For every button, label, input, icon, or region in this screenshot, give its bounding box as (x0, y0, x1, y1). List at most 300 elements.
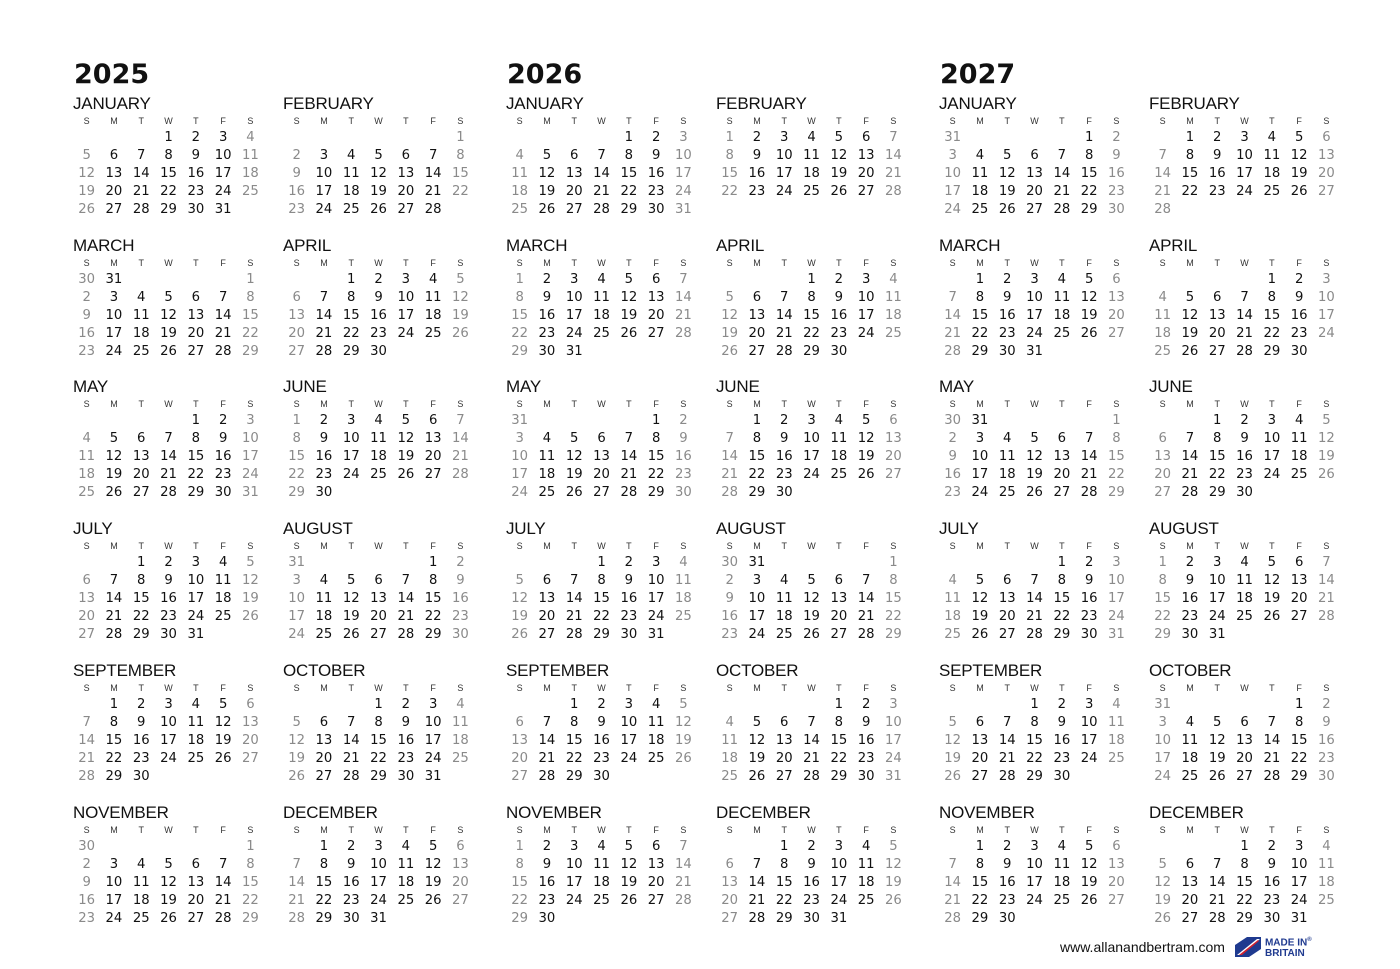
day-cell: 20 (748, 325, 766, 341)
day-cell: 22 (288, 466, 306, 482)
day-cell: 21 (424, 183, 442, 199)
day-cell: 25 (998, 484, 1016, 500)
weekday-header: F (863, 258, 869, 268)
weekday-header: T (626, 683, 632, 693)
day-cell: 17 (105, 892, 123, 908)
day-cell: 5 (948, 714, 957, 730)
day-cell: 31 (1290, 910, 1308, 926)
weekday-header: M (110, 116, 118, 126)
day-cell: 7 (347, 714, 356, 730)
day-cell: 5 (725, 289, 734, 305)
day-cell: 8 (1084, 147, 1094, 163)
day-cell: 28 (132, 201, 150, 217)
day-cell: 7 (780, 289, 789, 305)
month-name: JULY (506, 519, 546, 538)
day-cell: 1 (347, 272, 356, 287)
day-cell: 11 (1318, 856, 1335, 872)
day-cell: 16 (132, 732, 150, 748)
day-cell: 1 (975, 839, 985, 854)
day-cell: 19 (998, 183, 1016, 199)
day-cell: 24 (105, 910, 123, 926)
weekday-header: M (753, 541, 761, 551)
day-cell: 4 (1112, 697, 1121, 712)
day-cell: 30 (1290, 343, 1308, 359)
weekday-header: S (457, 825, 464, 835)
day-cell: 28 (1318, 608, 1335, 624)
day-cell: 25 (370, 466, 387, 482)
day-cell: 5 (1185, 289, 1195, 305)
day-cell: 5 (1084, 272, 1094, 287)
day-cell: 30 (214, 484, 232, 500)
day-cell: 26 (620, 892, 638, 908)
day-cell: 20 (1318, 165, 1335, 181)
day-cell: 14 (675, 856, 692, 872)
day-cell: 27 (315, 768, 333, 784)
day-cell: 23 (288, 201, 306, 217)
day-cell: 16 (1263, 874, 1281, 890)
day-cell: 4 (597, 272, 606, 287)
day-cell: 10 (424, 714, 442, 730)
weekday-header: T (626, 399, 632, 409)
weekday-header: W (597, 825, 606, 835)
day-cell: 21 (1053, 183, 1071, 199)
day-cell: 10 (1154, 732, 1172, 748)
day-cell: 3 (374, 839, 383, 854)
day-cell: 26 (1080, 325, 1098, 341)
day-cell: 6 (1185, 856, 1195, 872)
day-cell: 3 (975, 430, 985, 446)
day-cell: 10 (105, 307, 123, 323)
day-cell: 18 (78, 466, 96, 482)
day-cell: 1 (752, 413, 762, 428)
day-cell: 18 (511, 183, 529, 199)
weekday-header-row (1149, 114, 1331, 129)
day-grid (283, 554, 469, 643)
weekday-header: T (1214, 399, 1220, 409)
weekday-header: S (83, 825, 90, 835)
day-cell: 28 (593, 201, 610, 217)
day-cell: 19 (620, 874, 638, 890)
day-cell: 3 (1084, 697, 1094, 712)
day-cell: 19 (748, 750, 766, 766)
weekday-header: T (1004, 683, 1010, 693)
day-cell: 5 (109, 430, 119, 446)
day-cell: 30 (593, 768, 610, 784)
day-cell: 24 (565, 325, 583, 341)
day-cell: 5 (679, 697, 688, 712)
day-cell: 27 (132, 484, 150, 500)
month-name: MAY (73, 377, 108, 396)
day-cell: 14 (1318, 572, 1335, 588)
day-cell: 18 (538, 466, 556, 482)
weekday-header: T (781, 116, 787, 126)
day-cell: 2 (1240, 413, 1249, 428)
month-name: FEBRUARY (1149, 94, 1240, 113)
day-cell: 3 (752, 572, 762, 588)
weekday-header: M (1186, 258, 1194, 268)
day-cell: 25 (1236, 608, 1253, 624)
day-cell: 4 (861, 839, 871, 854)
day-cell: 30 (775, 484, 793, 500)
day-cell: 22 (620, 183, 638, 199)
day-cell: 21 (288, 892, 306, 908)
day-cell: 16 (1053, 732, 1071, 748)
day-cell: 28 (452, 466, 469, 482)
day-cell: 14 (424, 165, 442, 181)
day-cell: 21 (675, 307, 692, 323)
weekday-header-row (939, 397, 1121, 412)
day-cell: 20 (647, 874, 665, 890)
day-cell: 27 (1053, 484, 1071, 500)
day-cell: 31 (565, 343, 583, 359)
month-name: APRIL (283, 236, 332, 255)
day-cell: 19 (620, 307, 638, 323)
day-cell: 16 (78, 325, 96, 341)
day-grid (283, 412, 469, 501)
day-cell: 5 (1003, 147, 1012, 163)
day-cell: 2 (292, 147, 301, 163)
day-cell: 16 (647, 165, 665, 181)
day-cell: 12 (1318, 430, 1335, 446)
day-cell: 11 (132, 874, 150, 890)
day-cell: 4 (1322, 839, 1331, 854)
day-cell: 8 (807, 289, 816, 305)
britain-label: BRITAIN (1264, 947, 1305, 959)
day-cell: 10 (944, 165, 962, 181)
day-cell: 21 (721, 466, 739, 482)
day-cell: 29 (288, 484, 306, 500)
month-name: OCTOBER (716, 661, 799, 680)
day-cell: 25 (452, 750, 469, 766)
day-cell: 11 (1290, 430, 1308, 446)
day-cell: 21 (1208, 892, 1226, 908)
day-cell: 13 (78, 590, 96, 606)
day-cell: 11 (971, 165, 989, 181)
union-flag-arrow-icon (1235, 937, 1261, 957)
day-cell: 21 (105, 608, 123, 624)
day-cell: 21 (748, 892, 766, 908)
month-name: JANUARY (73, 94, 151, 113)
day-cell: 21 (214, 325, 232, 341)
weekday-header: F (220, 683, 226, 693)
day-grid (939, 554, 1125, 643)
day-cell: 17 (748, 608, 766, 624)
weekday-header: W (1030, 825, 1039, 835)
day-cell: 9 (218, 430, 228, 446)
day-cell: 28 (288, 910, 306, 926)
day-cell: 27 (748, 343, 766, 359)
website-link[interactable]: www.allanandbertram.com (1060, 939, 1225, 955)
weekday-header: T (781, 399, 787, 409)
weekday-header-row (73, 397, 255, 412)
day-grid (283, 129, 469, 218)
day-cell: 8 (319, 856, 329, 872)
day-cell: 8 (137, 572, 146, 588)
day-cell: 23 (342, 892, 360, 908)
day-cell: 28 (1263, 768, 1281, 784)
day-cell: 11 (1053, 856, 1071, 872)
weekday-header: T (1269, 399, 1275, 409)
day-cell: 12 (78, 165, 96, 181)
day-cell: 18 (187, 732, 205, 748)
day-cell: 14 (721, 448, 739, 464)
day-cell: 3 (246, 413, 255, 428)
day-cell: 7 (807, 714, 816, 730)
day-cell: 7 (889, 130, 898, 145)
day-cell: 16 (288, 183, 306, 199)
day-cell: 31 (511, 413, 529, 428)
month-october (1149, 661, 1335, 785)
weekday-header: W (1240, 825, 1249, 835)
day-cell: 17 (242, 448, 259, 464)
weekday-header: T (836, 683, 842, 693)
day-cell: 25 (830, 466, 848, 482)
day-cell: 21 (1154, 183, 1172, 199)
day-cell: 11 (242, 147, 259, 163)
day-cell: 10 (748, 590, 766, 606)
day-cell: 17 (885, 732, 902, 748)
day-cell: 15 (565, 732, 583, 748)
day-cell: 14 (998, 732, 1016, 748)
day-cell: 19 (1154, 892, 1172, 908)
weekday-header: W (164, 825, 173, 835)
day-cell: 5 (164, 289, 173, 305)
day-cell: 8 (1185, 147, 1195, 163)
day-cell: 2 (834, 272, 844, 287)
day-cell: 7 (597, 147, 606, 163)
day-cell: 2 (191, 130, 201, 145)
day-cell: 30 (538, 910, 556, 926)
day-cell: 1 (725, 130, 734, 145)
day-cell: 28 (78, 768, 96, 784)
weekday-header: M (976, 541, 984, 551)
weekday-header: F (1296, 541, 1302, 551)
day-cell: 30 (1236, 484, 1253, 500)
year-title: 2025 (74, 59, 150, 90)
day-cell: 28 (803, 768, 820, 784)
day-cell: 22 (885, 608, 902, 624)
day-cell: 17 (944, 183, 962, 199)
weekday-header: M (110, 825, 118, 835)
month-november (939, 803, 1125, 927)
day-cell: 16 (944, 466, 962, 482)
weekday-header-row (716, 256, 898, 271)
day-cell: 30 (1108, 201, 1125, 217)
weekday-header: M (320, 825, 328, 835)
day-cell: 13 (748, 307, 766, 323)
day-cell: 2 (218, 413, 228, 428)
day-cell: 24 (214, 183, 232, 199)
day-cell: 22 (160, 183, 177, 199)
day-cell: 21 (1263, 750, 1281, 766)
day-cell: 3 (679, 130, 688, 145)
weekday-header: M (753, 683, 761, 693)
day-cell: 30 (538, 343, 556, 359)
day-cell: 5 (889, 839, 898, 854)
day-cell: 25 (647, 750, 665, 766)
day-cell: 15 (1080, 165, 1098, 181)
day-cell: 30 (620, 626, 638, 642)
day-cell: 15 (1208, 448, 1226, 464)
made-in-britain-badge (1235, 935, 1312, 958)
weekday-header-row (283, 397, 465, 412)
day-cell: 10 (1108, 572, 1125, 588)
day-cell: 9 (347, 856, 356, 872)
day-cell: 15 (315, 874, 333, 890)
day-cell: 30 (78, 839, 96, 854)
day-cell: 8 (515, 856, 524, 872)
day-cell: 14 (397, 590, 415, 606)
day-cell: 25 (214, 608, 232, 624)
day-cell: 11 (593, 289, 610, 305)
weekday-header: T (571, 683, 577, 693)
day-cell: 3 (834, 839, 844, 854)
day-cell: 7 (1084, 430, 1094, 446)
day-cell: 15 (1154, 590, 1172, 606)
day-cell: 10 (885, 714, 902, 730)
day-cell: 17 (342, 448, 360, 464)
day-cell: 12 (565, 448, 583, 464)
day-cell: 15 (1108, 448, 1125, 464)
day-cell: 12 (452, 289, 469, 305)
day-cell: 2 (597, 697, 606, 712)
day-cell: 25 (721, 768, 739, 784)
day-grid (1149, 838, 1335, 927)
day-cell: 13 (830, 590, 848, 606)
day-cell: 24 (160, 750, 177, 766)
day-cell: 13 (565, 165, 583, 181)
day-cell: 7 (1185, 430, 1195, 446)
day-cell: 20 (1208, 325, 1226, 341)
weekday-header: F (220, 541, 226, 551)
weekday-header: T (781, 258, 787, 268)
day-cell: 30 (187, 201, 205, 217)
day-cell: 8 (1267, 289, 1277, 305)
day-cell: 9 (834, 289, 844, 305)
day-cell: 5 (1158, 856, 1167, 872)
day-cell: 10 (1080, 714, 1098, 730)
day-cell: 23 (452, 608, 469, 624)
day-cell: 5 (1030, 430, 1039, 446)
day-grid (1149, 412, 1335, 501)
day-cell: 2 (780, 413, 789, 428)
day-cell: 19 (885, 874, 902, 890)
day-cell: 5 (624, 272, 634, 287)
day-cell: 23 (370, 325, 387, 341)
weekday-header: M (976, 116, 984, 126)
day-cell: 11 (675, 572, 692, 588)
day-cell: 4 (975, 147, 985, 163)
day-cell: 29 (1290, 768, 1308, 784)
day-cell: 1 (1112, 413, 1121, 428)
weekday-header: T (836, 541, 842, 551)
day-cell: 15 (342, 307, 360, 323)
day-cell: 6 (191, 289, 201, 305)
day-cell: 10 (830, 856, 848, 872)
day-cell: 16 (998, 307, 1016, 323)
day-grid (506, 554, 692, 643)
day-cell: 11 (214, 572, 232, 588)
day-cell: 8 (752, 430, 762, 446)
day-cell: 2 (725, 572, 734, 588)
day-cell: 10 (971, 448, 989, 464)
weekday-header: S (949, 541, 956, 551)
day-cell: 7 (137, 147, 146, 163)
day-grid (716, 412, 902, 501)
day-cell: 12 (538, 165, 556, 181)
day-cell: 11 (803, 147, 820, 163)
day-cell: 14 (1053, 165, 1071, 181)
weekday-header: S (457, 399, 464, 409)
day-cell: 21 (944, 892, 962, 908)
weekday-header-row (716, 823, 898, 838)
day-cell: 16 (538, 307, 556, 323)
month-may (506, 377, 692, 501)
weekday-header: F (653, 116, 659, 126)
day-cell: 15 (1290, 732, 1308, 748)
day-cell: 26 (1208, 768, 1226, 784)
day-cell: 16 (1318, 732, 1335, 748)
day-cell: 2 (679, 413, 688, 428)
day-cell: 22 (775, 892, 793, 908)
month-name: MAY (506, 377, 541, 396)
day-cell: 30 (1080, 626, 1098, 642)
day-cell: 11 (1263, 147, 1281, 163)
day-cell: 11 (1181, 732, 1199, 748)
day-cell: 2 (1294, 272, 1304, 287)
weekday-header: S (247, 399, 254, 409)
day-cell: 19 (105, 466, 123, 482)
made-in-label: MADE IN (1264, 937, 1308, 949)
day-cell: 4 (1003, 430, 1012, 446)
weekday-header: M (753, 116, 761, 126)
day-cell: 24 (1263, 466, 1281, 482)
year-title: 2027 (940, 59, 1016, 90)
weekday-header: M (976, 399, 984, 409)
month-april (283, 236, 469, 360)
day-cell: 13 (647, 856, 665, 872)
day-cell: 19 (452, 307, 469, 323)
day-cell: 8 (1112, 430, 1121, 446)
day-cell: 4 (1057, 839, 1067, 854)
day-cell: 26 (242, 608, 259, 624)
day-cell: 16 (1181, 590, 1199, 606)
day-cell: 25 (1290, 466, 1308, 482)
weekday-header: M (320, 541, 328, 551)
day-cell: 5 (82, 147, 91, 163)
day-cell: 9 (1213, 147, 1222, 163)
day-cell: 6 (861, 130, 871, 145)
day-cell: 30 (397, 768, 415, 784)
day-cell: 16 (1108, 165, 1125, 181)
month-name: JUNE (716, 377, 760, 396)
day-cell: 28 (944, 910, 962, 926)
month-july (73, 519, 259, 643)
day-cell: 23 (1290, 325, 1308, 341)
day-cell: 9 (137, 714, 146, 730)
day-cell: 18 (1181, 750, 1199, 766)
weekday-header: W (1240, 399, 1249, 409)
day-cell: 11 (593, 856, 610, 872)
day-cell: 7 (109, 572, 119, 588)
weekday-header: F (430, 399, 436, 409)
month-name: NOVEMBER (506, 803, 602, 822)
day-cell: 1 (319, 839, 329, 854)
weekday-header: M (110, 683, 118, 693)
day-cell: 12 (105, 448, 123, 464)
weekday-header: M (320, 258, 328, 268)
day-cell: 27 (1108, 892, 1125, 908)
